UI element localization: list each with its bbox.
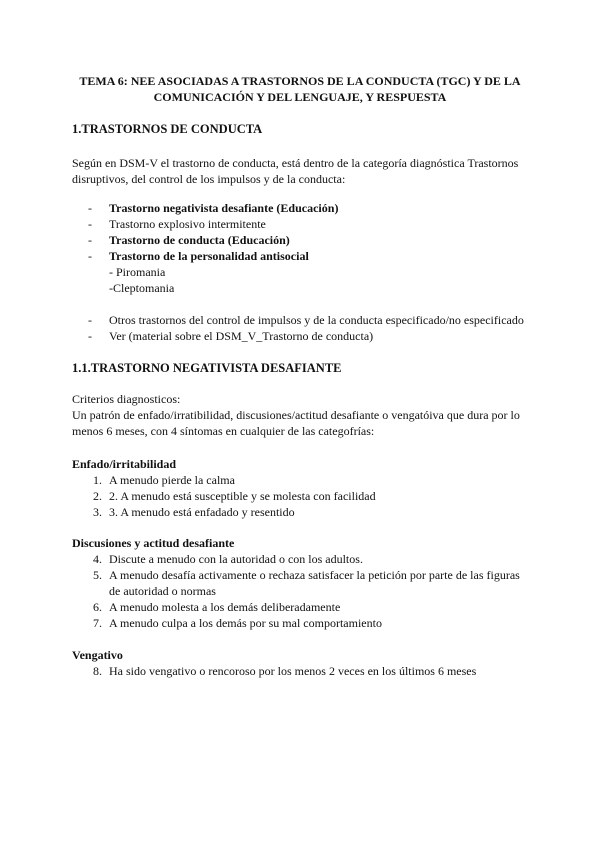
list-item-text: Trastorno de la personalidad antisocial <box>109 249 309 263</box>
item-number: 4. <box>93 552 102 566</box>
list-item-text: Ver (material sobre el DSM_V_Trastorno de conducta) <box>109 329 374 343</box>
criteria-line-2: menos 6 meses, con 4 síntomas en cualquier de las categofrías: <box>72 424 375 438</box>
group-heading-vengativo: Vengativo <box>72 648 123 662</box>
intro-line-2: disruptivos, del control de los impulsos y de la conducta: <box>72 172 346 186</box>
list-dash: - <box>88 201 92 215</box>
document-title <box>60 73 540 105</box>
item-text: 3. A menudo está enfadado y resentido <box>109 505 295 519</box>
item-number: 5. <box>93 568 102 582</box>
item-number: 8. <box>93 664 102 678</box>
item-number: 6. <box>93 600 102 614</box>
list-dash: - <box>88 233 92 247</box>
section-1-heading: 1.TRASTORNOS DE CONDUCTA <box>72 122 263 136</box>
section-1-1-heading: 1.1.TRASTORNO NEGATIVISTA DESAFIANTE <box>72 361 342 375</box>
item-number: 3. <box>93 505 102 519</box>
group-heading-discusiones: Discusiones y actitud desafiante <box>72 536 235 550</box>
list-item-text: Otros trastornos del control de impulsos y de la conducta especificado/no especificado <box>109 313 524 327</box>
list-dash: - <box>88 329 92 343</box>
item-number: 7. <box>93 616 102 630</box>
title-line-1: TEMA 6: NEE ASOCIADAS A TRASTORNOS DE LA CONDUCTA (TGC) Y DE LA <box>79 74 521 88</box>
intro-line-1: Según en DSM-V el trastorno de conducta, está dentro de la categoría diagnóstica Trastornos <box>72 156 519 170</box>
criteria-paragraph <box>72 391 532 439</box>
group-heading-enfado: Enfado/irritabilidad <box>72 457 177 471</box>
item-number: 1. <box>93 473 102 487</box>
item-text: Discute a menudo con la autoridad o con los adultos. <box>109 552 363 566</box>
title-line-2: COMUNICACIÓN Y DEL LENGUAJE, Y RESPUESTA <box>153 90 447 104</box>
criteria-line-1: Un patrón de enfado/irratibilidad, discusiones/actitud desafiante o vengatóiva que dura por lo <box>72 408 520 422</box>
list-dash: - <box>88 249 92 263</box>
item-text: A menudo pierde la calma <box>109 473 235 487</box>
item-text: A menudo culpa a los demás por su mal comportamiento <box>109 616 382 630</box>
item-text <box>109 567 539 599</box>
list-item-text: Trastorno explosivo intermitente <box>109 217 266 231</box>
item-text: 2. A menudo está susceptible y se molesta con facilidad <box>109 489 376 503</box>
list-item-text: Trastorno de conducta (Educación) <box>109 233 290 247</box>
item-text: A menudo molesta a los demás deliberadamente <box>109 600 341 614</box>
criteria-label: Criterios diagnosticos: <box>72 392 181 406</box>
item-number: 2. <box>93 489 102 503</box>
list-dash: - <box>88 217 92 231</box>
list-dash: - <box>88 313 92 327</box>
item-text: Ha sido vengativo o rencoroso por los menos 2 veces en los últimos 6 meses <box>109 664 477 678</box>
sublist-item: -Cleptomania <box>109 281 175 295</box>
sublist-item: - Piromania <box>109 265 166 279</box>
item-text-line-2: de autoridad o normas <box>109 584 216 598</box>
intro-paragraph <box>72 155 532 187</box>
list-item-text: Trastorno negativista desafiante (Educación) <box>109 201 339 215</box>
item-text-line-1: A menudo desafía activamente o rechaza satisfacer la petición por parte de las figuras <box>109 568 520 582</box>
